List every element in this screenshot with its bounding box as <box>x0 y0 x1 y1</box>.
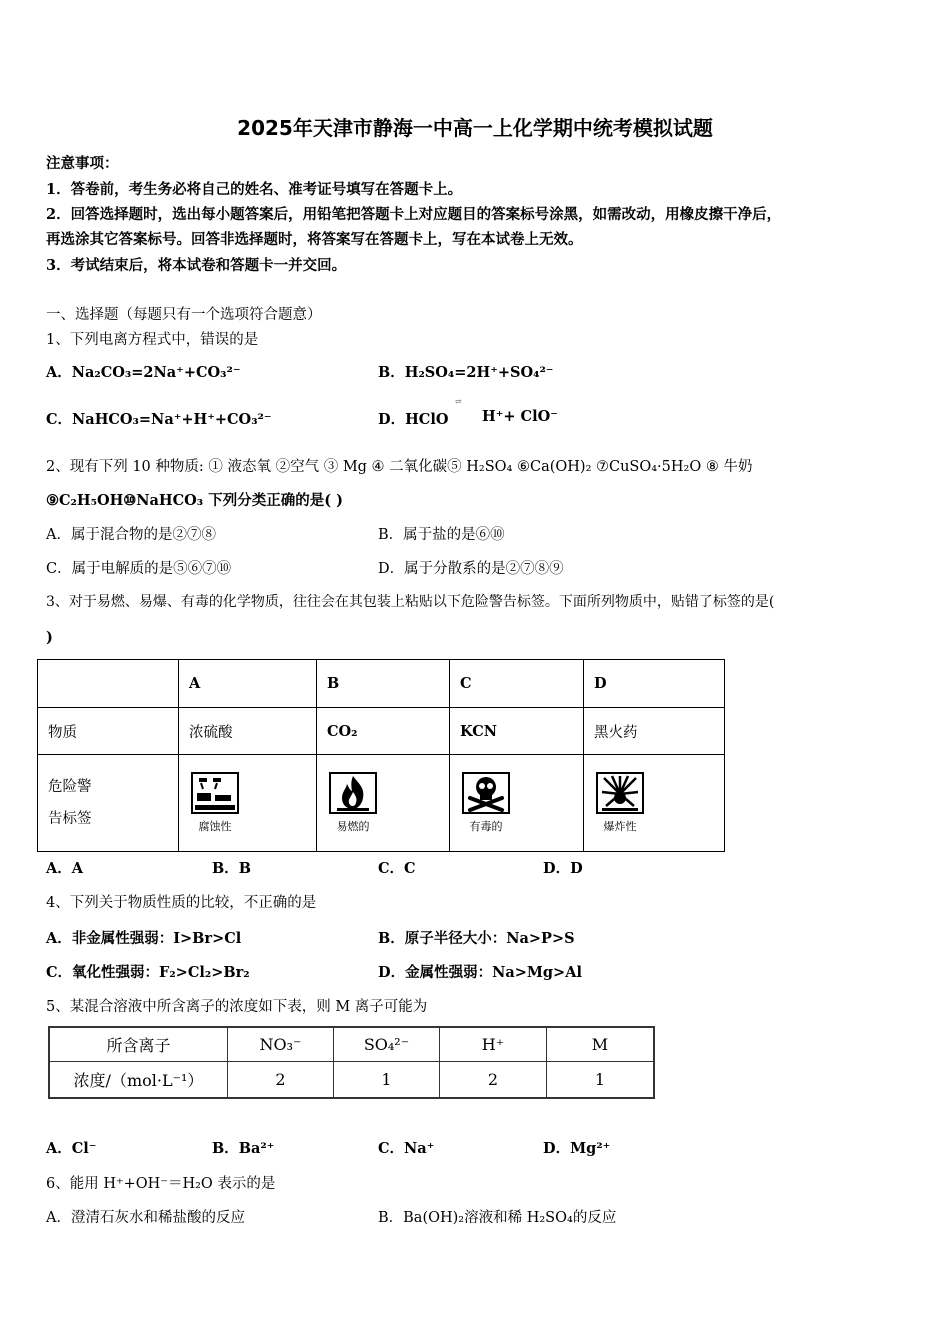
q1-option-d-products: H⁺+ ClO⁻ <box>482 408 558 425</box>
q4-option-d: D．金属性强弱：Na>Mg>Al <box>378 964 582 981</box>
table-cell: 2 <box>228 1061 334 1098</box>
label-caption: 爆炸性 <box>603 820 637 833</box>
table-row-label: 物质 <box>38 708 179 755</box>
q2-option-d: D．属于分散系的是②⑦⑧⑨ <box>378 561 564 577</box>
q2-option-a: A．属于混合物的是②⑦⑧ <box>46 527 216 543</box>
q3-option-b: B．B <box>212 860 252 877</box>
q5-option-c: C．Na⁺ <box>378 1140 435 1157</box>
question-2-stem: 2、现有下列 10 种物质: ① 液态氧 ②空气 ③ Mg ④ 二氧化碳⑤ H₂SO₄ ⑥Ca(OH)₂ ⑦CuSO₄·5H₂O ⑧ 牛奶 <box>46 459 753 475</box>
toxic-label <box>460 772 512 834</box>
table-header-cell: M <box>547 1027 655 1061</box>
skull-crossbones-icon <box>466 774 506 812</box>
table-cell: 黑火药 <box>584 708 725 755</box>
q5-option-b: B．Ba²⁺ <box>212 1140 275 1157</box>
table-header-cell: D <box>584 660 725 708</box>
hazard-label-table <box>37 659 725 852</box>
notice-item: 2．回答选择题时，选出每小题答案后，用铅笔把答题卡上对应题目的答案标号涂黑，如需改动，用橡皮擦干净后， <box>46 206 782 223</box>
table-cell: 2 <box>440 1061 547 1098</box>
table-cell <box>38 660 179 708</box>
table-cell: 1 <box>334 1061 440 1098</box>
table-row-label-line: 危险警 <box>48 779 92 795</box>
table-header-cell: B <box>317 660 450 708</box>
table-cell: 浓硫酸 <box>179 708 317 755</box>
q4-option-a: A．非金属性强弱：I>Br>Cl <box>46 930 242 947</box>
table-header-cell: H⁺ <box>440 1027 547 1061</box>
explosive-label <box>594 772 646 834</box>
table-header-cell: A <box>179 660 317 708</box>
label-caption: 易燃的 <box>336 820 370 833</box>
label-caption: 有毒的 <box>469 820 503 833</box>
question-2-stem-cont: ⑨C₂H₅OH⑩NaHCO₃ 下列分类正确的是( ) <box>46 492 343 509</box>
label-caption: 腐蚀性 <box>198 820 232 833</box>
q2-option-b: B．属于盐的是⑥⑩ <box>378 527 505 543</box>
question-4-stem: 4、下列关于物质性质的比较，不正确的是 <box>46 895 317 911</box>
page-title: 2025年天津市静海一中高一上化学期中统考模拟试题 <box>237 116 713 140</box>
table-cell <box>450 755 584 852</box>
explosion-icon <box>600 774 640 812</box>
corrosive-label <box>189 772 241 834</box>
table-header-cell: SO₄²⁻ <box>334 1027 440 1061</box>
q3-option-a: A．A <box>46 860 84 877</box>
table-cell: CO₂ <box>317 708 450 755</box>
notice-item: 1．答卷前，考生务必将自己的姓名、准考证号填写在答题卡上。 <box>46 181 463 198</box>
table-row-label: 浓度/（mol·L⁻¹） <box>49 1061 228 1098</box>
table-cell <box>584 755 725 852</box>
ion-concentration-table <box>48 1026 655 1099</box>
q5-option-d: D．Mg²⁺ <box>543 1140 611 1157</box>
question-5-stem: 5、某混合溶液中所含离子的浓度如下表，则 M 离子可能为 <box>46 999 428 1015</box>
flame-icon <box>333 774 373 812</box>
table-row-label-line: 告标签 <box>48 811 92 827</box>
q1-option-c: C．NaHCO₃=Na⁺+H⁺+CO₃²⁻ <box>46 411 272 428</box>
q6-option-b: B．Ba(OH)₂溶液和稀 H₂SO₄的反应 <box>378 1210 617 1226</box>
table-header-cell: NO₃⁻ <box>228 1027 334 1061</box>
q1-option-d: D．HClO <box>378 411 449 428</box>
q1-option-b: B．H₂SO₄=2H⁺+SO₄²⁻ <box>378 364 554 381</box>
q4-option-c: C．氧化性强弱：F₂>Cl₂>Br₂ <box>46 964 250 981</box>
section-heading: 一、选择题（每题只有一个选项符合题意） <box>46 307 322 323</box>
table-cell: 1 <box>547 1061 655 1098</box>
table-cell <box>179 755 317 852</box>
q5-option-a: A．Cl⁻ <box>46 1140 97 1157</box>
q3-option-c: C．C <box>378 860 416 877</box>
flammable-label <box>327 772 379 834</box>
q2-option-c: C．属于电解质的是⑤⑥⑦⑩ <box>46 561 232 577</box>
table-cell: KCN <box>450 708 584 755</box>
q6-option-a: A．澄清石灰水和稀盐酸的反应 <box>46 1210 245 1226</box>
question-3-stem-cont: ) <box>46 629 53 646</box>
question-1-stem: 1、下列电离方程式中，错误的是 <box>46 332 259 348</box>
table-header-cell: C <box>450 660 584 708</box>
notice-item: 再选涂其它答案标号。回答非选择题时，将答案写在答题卡上，写在本试卷上无效。 <box>46 231 583 248</box>
corrosive-icon <box>195 775 235 811</box>
question-3-stem: 3、对于易燃、易爆、有毒的化学物质，往往会在其包装上粘贴以下危险警告标签。下面所列物质中，贴错了标签的是( <box>46 594 775 610</box>
reversible-arrow-icon: ⇌ <box>455 397 462 406</box>
notice-item: 3．考试结束后，将本试卷和答题卡一并交回。 <box>46 257 347 274</box>
notice-heading: 注意事项： <box>46 155 119 172</box>
table-header-cell: 所含离子 <box>49 1027 228 1061</box>
q4-option-b: B．原子半径大小：Na>P>S <box>378 930 575 947</box>
table-row-label <box>38 755 179 852</box>
table-cell <box>317 755 450 852</box>
q1-option-a: A．Na₂CO₃=2Na⁺+CO₃²⁻ <box>46 364 241 381</box>
question-6-stem: 6、能用 H⁺+OH⁻＝H₂O 表示的是 <box>46 1176 276 1192</box>
q3-option-d: D．D <box>543 860 583 877</box>
